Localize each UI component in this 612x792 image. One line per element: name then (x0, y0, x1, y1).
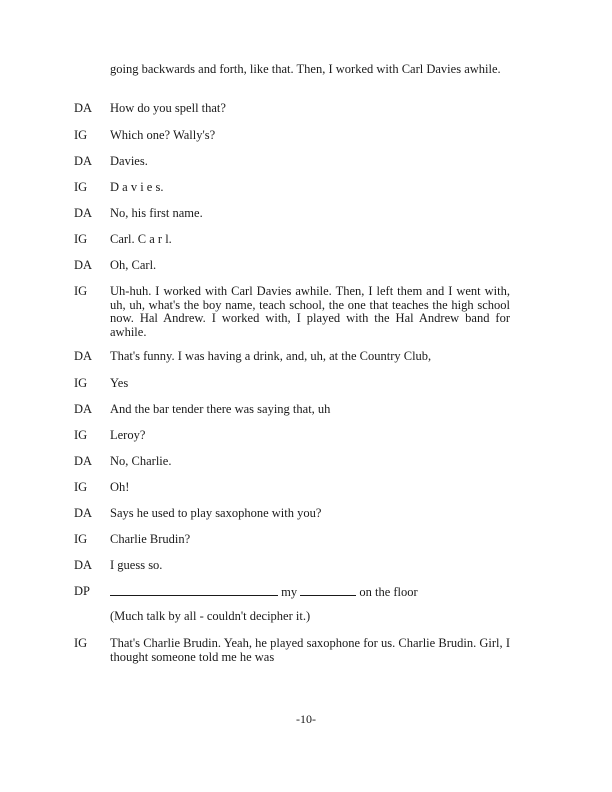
speaker-label: DA (74, 402, 93, 416)
utterance-text: How do you spell that? (110, 101, 226, 115)
utterance-text: Yes (110, 376, 129, 390)
speaker-label: DA (74, 154, 93, 168)
utterance-text: Says he used to play saxophone with you? (110, 506, 322, 520)
utterance-text: I guess so. (110, 558, 163, 572)
utterance-text (110, 585, 510, 600)
utterance-text: No, Charlie. (110, 454, 172, 468)
speaker-label: DA (74, 506, 93, 520)
utterance-fragment: my (281, 585, 298, 599)
speaker-label: IG (74, 376, 88, 390)
speaker-label: DP (74, 584, 90, 598)
stage-note: (Much talk by all - couldn't decipher it.) (110, 609, 311, 623)
page-number: -10- (296, 712, 316, 726)
utterance-fragment: on the floor (359, 585, 418, 599)
speaker-label: IG (74, 232, 88, 246)
utterance-text: Charlie Brudin? (110, 532, 191, 546)
utterance-text: Uh-huh. I worked with Carl Davies awhile. Then, I left them and I went with, uh, uh, what's the boy name, teach school, the one that teaches the high school now. Hal Andrew. I worked with, I played with the Hal Andrew band for awhile. (110, 284, 510, 339)
utterance-text: And the bar tender there was saying that, uh (110, 402, 331, 416)
blank-line (110, 585, 278, 596)
speaker-label: IG (74, 532, 88, 546)
speaker-label: IG (74, 284, 88, 298)
utterance-text: No, his first name. (110, 206, 203, 220)
speaker-label: IG (74, 636, 88, 650)
speaker-label: DA (74, 558, 93, 572)
speaker-label: DA (74, 454, 93, 468)
utterance-text: Davies. (110, 154, 148, 168)
speaker-label: DA (74, 206, 93, 220)
blank-line (300, 585, 356, 596)
speaker-label: DA (74, 349, 93, 363)
speaker-label: DA (74, 101, 93, 115)
speaker-label: IG (74, 128, 88, 142)
speaker-label: IG (74, 428, 88, 442)
continuation-text: going backwards and forth, like that. Then, I worked with Carl Davies awhile. (110, 62, 501, 76)
utterance-text: D a v i e s. (110, 180, 164, 194)
speaker-label: DA (74, 258, 93, 272)
utterance-text: Oh, Carl. (110, 258, 157, 272)
speaker-label: IG (74, 180, 88, 194)
utterance-text: That's funny. I was having a drink, and, uh, at the Country Club, (110, 349, 432, 363)
utterance-text: Leroy? (110, 428, 146, 442)
utterance-text: Oh! (110, 480, 130, 494)
utterance-text: That's Charlie Brudin. Yeah, he played saxophone for us. Charlie Brudin. Girl, I thought someone told me he was (110, 636, 510, 664)
utterance-text: Which one? Wally's? (110, 128, 216, 142)
utterance-text: Carl. C a r l. (110, 232, 172, 246)
speaker-label: IG (74, 480, 88, 494)
